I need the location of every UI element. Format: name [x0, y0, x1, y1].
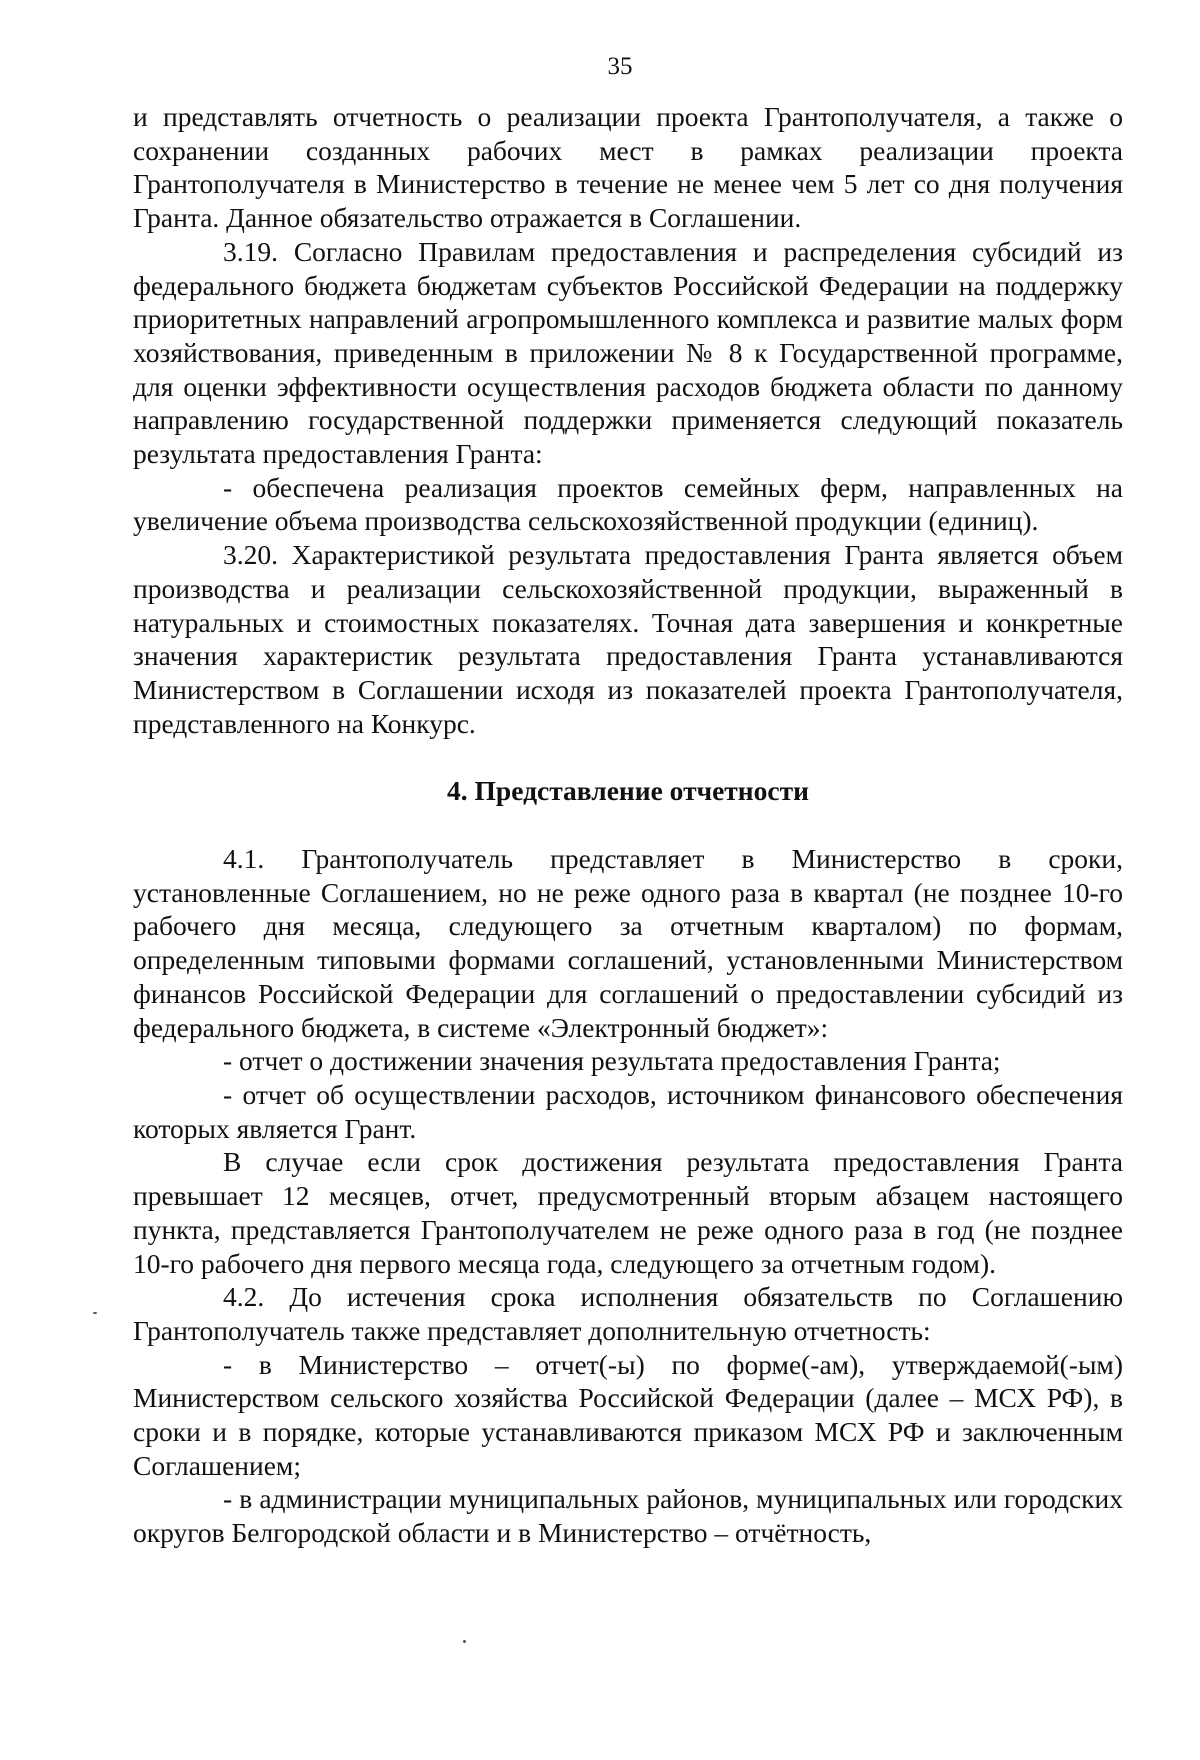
paragraph-3-19: 3.19. Согласно Правилам предоставления и распределения субсидий из федерального бюджета бюджетам субъектов Российской Федерации на поддержку приоритетных направлений агропромышленного комплекса и развитие малых форм хозяйствования, приведенным в приложении № 8 к Государственной программе, для оценки эффективности осуществления расходов бюджета области по данному направлению государственной поддержки применяется следующий показатель результата предоставления Гранта: [133, 235, 1123, 470]
paragraph-municipal-report: - в администрации муниципальных районов, муниципальных или городских округов Белгородской области и в Министерство – отчётность, [133, 1483, 1123, 1549]
paragraph-report-result: - отчет о достижении значения результата предоставления Гранта; [223, 1045, 1001, 1077]
paragraph-report-expenses: - отчет об осуществлении расходов, источником финансового обеспечения которых является Грант. [133, 1078, 1123, 1144]
section-heading: 4. Представление отчетности [447, 775, 809, 807]
paragraph-continuation: и представлять отчетность о реализации проекта Грантополучателя, а также о сохранении созданных рабочих мест в рамках реализации проекта Грантополучателя в Министерство в течение не менее чем 5 лет со дня получения Гранта. Данное обязательство отражается в Соглашении. [133, 101, 1123, 234]
paragraph-4-1: 4.1. Грантополучатель представляет в Министерство в сроки, установленные Соглашением, но не реже одного раза в квартал (не позднее 10-го рабочего дня месяца, следующего за отчетным кварталом) по формам, определенным типовыми формами соглашений, установленными Министерством финансов Российской Федерации для соглашений о предоставлении субсидий из федерального бюджета, в системе «Электронный бюджет»: [133, 843, 1123, 1043]
paragraph-3-20: 3.20. Характеристикой результата предоставления Гранта является объем производства и реализации сельскохозяйственной продукции, выраженный в натуральных и стоимостных показателях. Точная дата завершения и конкретные значения характеристик результата предоставления Гранта устанавливаются Министерством в Соглашении исходя из показателей проекта Грантополучателя, представленного на Конкурс. [133, 539, 1123, 739]
page-number: 35 [607, 53, 633, 80]
paragraph-term-exceeds: В случае если срок достижения результата предоставления Гранта превышает 12 месяцев, отчет, предусмотренный вторым абзацем настоящего пункта, представляется Грантополучателем не реже одного раза в год (не позднее 10-го рабочего дня первого месяца года, следующего за отчетным годом). [133, 1146, 1123, 1279]
scan-speck [463, 1640, 466, 1643]
paragraph-4-2: 4.2. До истечения срока исполнения обязательств по Соглашению Грантополучатель также представляет дополнительную отчетность: [133, 1281, 1123, 1346]
paragraph-indicator-item: - обеспечена реализация проектов семейных ферм, направленных на увеличение объема производства сельскохозяйственной продукции (единиц). [133, 471, 1123, 537]
scan-speck [93, 1312, 97, 1314]
document-body [133, 100, 1123, 1550]
paragraph-ministry-report: - в Министерство – отчет(-ы) по форме(-ам), утверждаемой(-ым) Министерством сельского хозяйства Российской Федерации (далее – МСХ РФ), в сроки и в порядке, которые устанавливаются приказом МСХ РФ и заключенным Соглашением; [133, 1348, 1123, 1481]
